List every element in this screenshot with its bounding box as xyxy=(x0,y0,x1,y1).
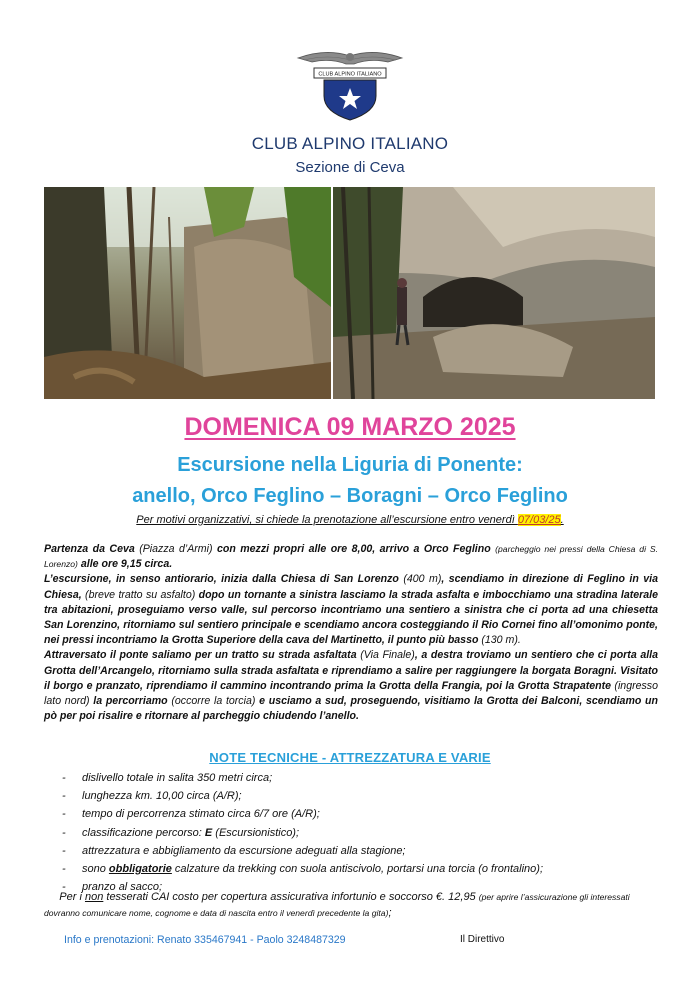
contact-info: Info e prenotazioni: Renato 335467941 - Paolo 3248487329 xyxy=(64,934,346,946)
description-text: Partenza da Ceva (Piazza d’Armi) con mezzi propri alle ore 8,00, arrivo a Orco Feglino (parcheggio nei pressi della Chiesa di S. Lorenzo) alle ore 9,15 circa. L’escursione, in senso antiorario, inizia dalla Chiesa di San Lorenzo (400 m), scendiamo in direzione di Feglino in via Chiesa, (breve tratto su asfalto) dopo un tornante a sinistra lasciamo la strada asfalta e imbocchiamo una stradina laterale tra abitazioni, proseguiamo verso valle, sul percorso incontriamo una sentiero a sinistra che ci porta ad una chiesetta San Lorenzino, ritorniamo sul sentiero principale e scendiamo ancora costeggiando il Rio Cornei fino all’omonimo ponte, nei pressi incontriamo la Grotta Superiore della cava del Martinetto, il punto più basso (130 m). Attraversato il ponte saliamo per un tratto su strada asfaltata (Via Finale), a destra troviamo un sentiero che ci porta alla Grotta dell’Arcangelo, ritorniamo sulla strada asfaltata e riprendiamo a salire per raggiungere la borgata Boragni. Visitato il borgo e pranzato, riprendiamo il cammino incontrando prima la Grotta della Frangia, poi la Grotta Strapatente (ingresso lato nord) la percorriamo (occorre la torcia) e usciamo a sud, proseguendo, visitiamo la Grotta dei Balconi, scendiamo un pò per poi risalire e ritornare al parcheggio chiudendo l’anello. xyxy=(44,543,658,723)
org-name: CLUB ALPINO ITALIANO xyxy=(251,134,449,153)
list-item: - lunghezza km. 10,00 circa (A/R); xyxy=(62,787,662,805)
list-item: - attrezzatura e abbigliamento da escursione adeguati alla stagione; xyxy=(62,842,662,860)
list-item: - dislivello totale in salita 350 metri circa; xyxy=(62,769,662,787)
booking-deadline: 07/03/25 xyxy=(517,514,561,526)
event-date: DOMENICA 09 MARZO 2025 xyxy=(184,413,516,441)
logo-ribbon-text: CLUB ALPINO ITALIANO xyxy=(318,71,382,78)
photo-cave-hiker xyxy=(333,187,655,399)
cai-logo-icon xyxy=(296,44,404,122)
photo-forest-boulder xyxy=(44,187,331,399)
list-item: - tempo di percorrenza stimato circa 6/7 ore (A/R); xyxy=(62,805,662,823)
notes-list xyxy=(62,769,662,896)
booking-note: Per motivi organizzativi, si chiede la prenotazione all’escursione entro venerdì 07/03/25. xyxy=(136,514,564,526)
notes-title: NOTE TECNICHE - ATTREZZATURA E VARIE xyxy=(209,750,491,765)
list-item: - classificazione percorso: E (Escursionistico); xyxy=(62,824,662,842)
list-item: - pranzo al sacco; xyxy=(62,878,662,896)
signature: Il Direttivo xyxy=(460,934,505,945)
insurance-note: Per i non tesserati CAI costo per copertura assicurativa infortunio e soccorso €. 12,95 (per aprire l’assicurazione gli interessati dovranno comunicare nome, cognome e data di nascita entro il venerdì precedente la gita); xyxy=(44,891,630,919)
list-item: - sono obbligatorie calzature da trekking con suola antiscivolo, portarsi una torcia (o frontalino); xyxy=(62,860,662,878)
event-title-line1: Escursione nella Liguria di Ponente: xyxy=(177,454,523,476)
event-title-line2: anello, Orco Feglino – Boragni – Orco Feglino xyxy=(132,485,568,507)
section-name: Sezione di Ceva xyxy=(295,159,405,176)
